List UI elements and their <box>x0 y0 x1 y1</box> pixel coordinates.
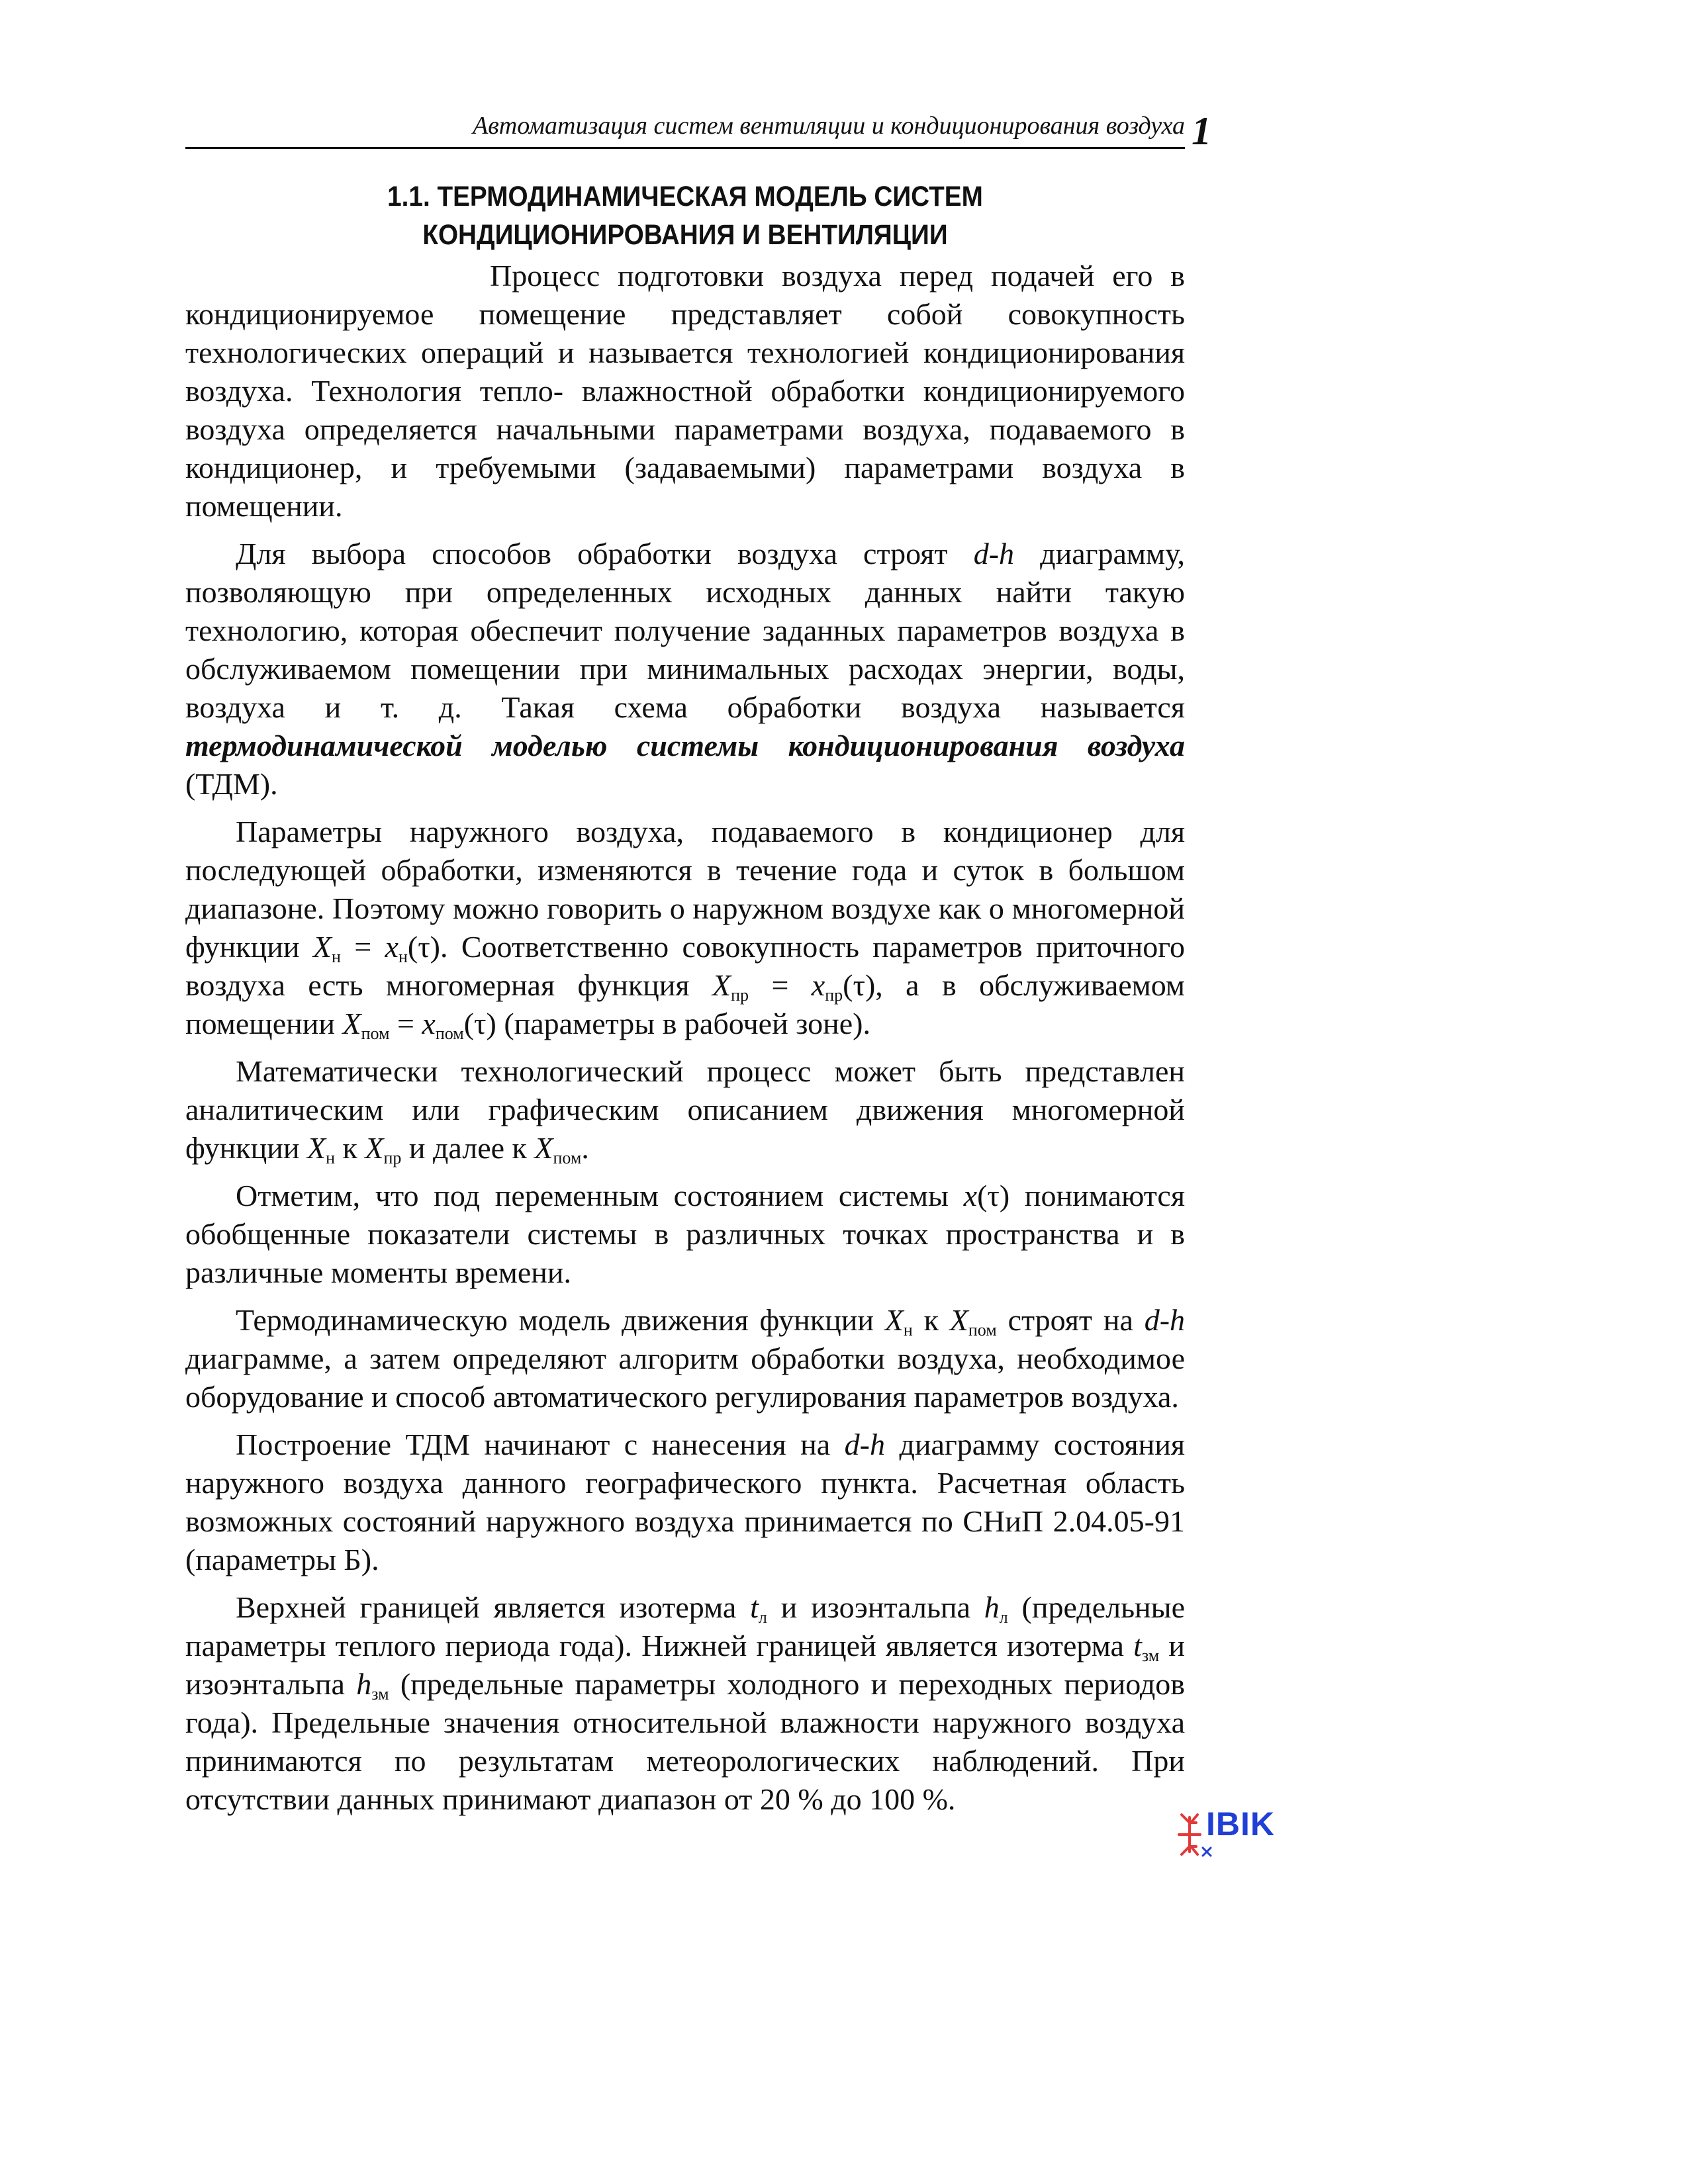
paragraph-6: Термодинамическую модель движения функции $X_н$ к $X_{пом}$ строят на d-h диаграмме, а затем определяют алгоритм обработки воздуха, необходимое оборудование и способ автоматического регулирования параметров воздуха. <box>185 1303 1186 1414</box>
running-head: Автоматизация систем вентиляции и кондиционирования воздуха <box>185 106 1185 149</box>
page-number: 1 <box>1192 109 1211 153</box>
paragraph-5: Отметим, что под переменным состоянием системы x(τ) понимаются обобщенные показатели системы в различных точках пространства и в различные моменты времени. <box>185 1179 1185 1289</box>
body-text <box>185 257 1185 1828</box>
paragraph-7: Построение ТДМ начинают с нанесения на d-h диаграмму состояния наружного воздуха данного географического пункта. Расчетная область возможных состояний наружного воздуха принимается по СНиП 2.04.05-91 (параметры Б). <box>185 1428 1186 1576</box>
section-title <box>236 177 1135 254</box>
paragraph-1: Процесс подготовки воздуха перед подачей его в кондиционируемое помещение представляет собой совокупность технологических операций и называется технологией кондиционирования воздуха. Технология тепло- влажностной обработки кондиционируемого воздуха определяется начальными параметрами воздуха, подаваемого в кондиционер, и требуемыми (задаваемыми) параметрами воздуха в помещении. <box>185 259 1185 523</box>
paragraph-8: Верхней границей является изотерма $t_л$ и изоэнтальпа $h_л$ (предельные параметры теплого периода года). Нижней границей является изотерма $t_{зм}$ и изоэнтальпа $h_{зм}$ (предельные параметры холодного и переходных периодов года). Предельные значения относительной влажности наружного воздуха принимаются по результатам метеорологических наблюдений. При отсутствии данных принимают диапазон от 20 % до 100 %. <box>185 1590 1185 1816</box>
section-title-line-1: 1.1. ТЕРМОДИНАМИЧЕСКАЯ МОДЕЛЬ СИСТЕМ <box>387 181 983 212</box>
term-tdm: термодинамической моделью системы кондиционирования воздуха <box>185 729 1185 762</box>
section-title-line-2: КОНДИЦИОНИРОВАНИЯ И ВЕНТИЛЯЦИИ <box>422 219 948 251</box>
paragraph-2: Для выбора способов обработки воздуха строят d-h диаграмму, позволяющую при определенных исходных данных найти такую технологию, которая обеспечит получение заданных параметров воздуха в обслуживаемом помещении при минимальных расходах энергии, воды, воздуха и т. д. Такая схема обработки воздуха называется термодинамической моделью системы кондиционирования воздуха (ТДМ). <box>185 537 1186 801</box>
paragraph-4: Математически технологический процесс может быть представлен аналитическим или графическим описанием движения многомерной функции $X_н$ к $X_{пр}$ и далее к $X_{пом}$. <box>185 1054 1185 1167</box>
ibik-logo-text: IBIK <box>1206 1805 1275 1843</box>
paragraph-3: Параметры наружного воздуха, подаваемого в кондиционер для последующей обработки, изменяются в течение года и суток в большом диапазоне. Поэтому можно говорить о наружном воздухе как о многомерной функции $X_н = x_н(\tau)$. Соответственно совокупность параметров приточного воздуха есть многомерная функция $X_{пр} = x_{пр}(\tau)$, а в обслуживаемом помещении $X_{пом} = x_{пом}(\tau)$ (параметры в рабочей зоне). <box>185 815 1186 1043</box>
